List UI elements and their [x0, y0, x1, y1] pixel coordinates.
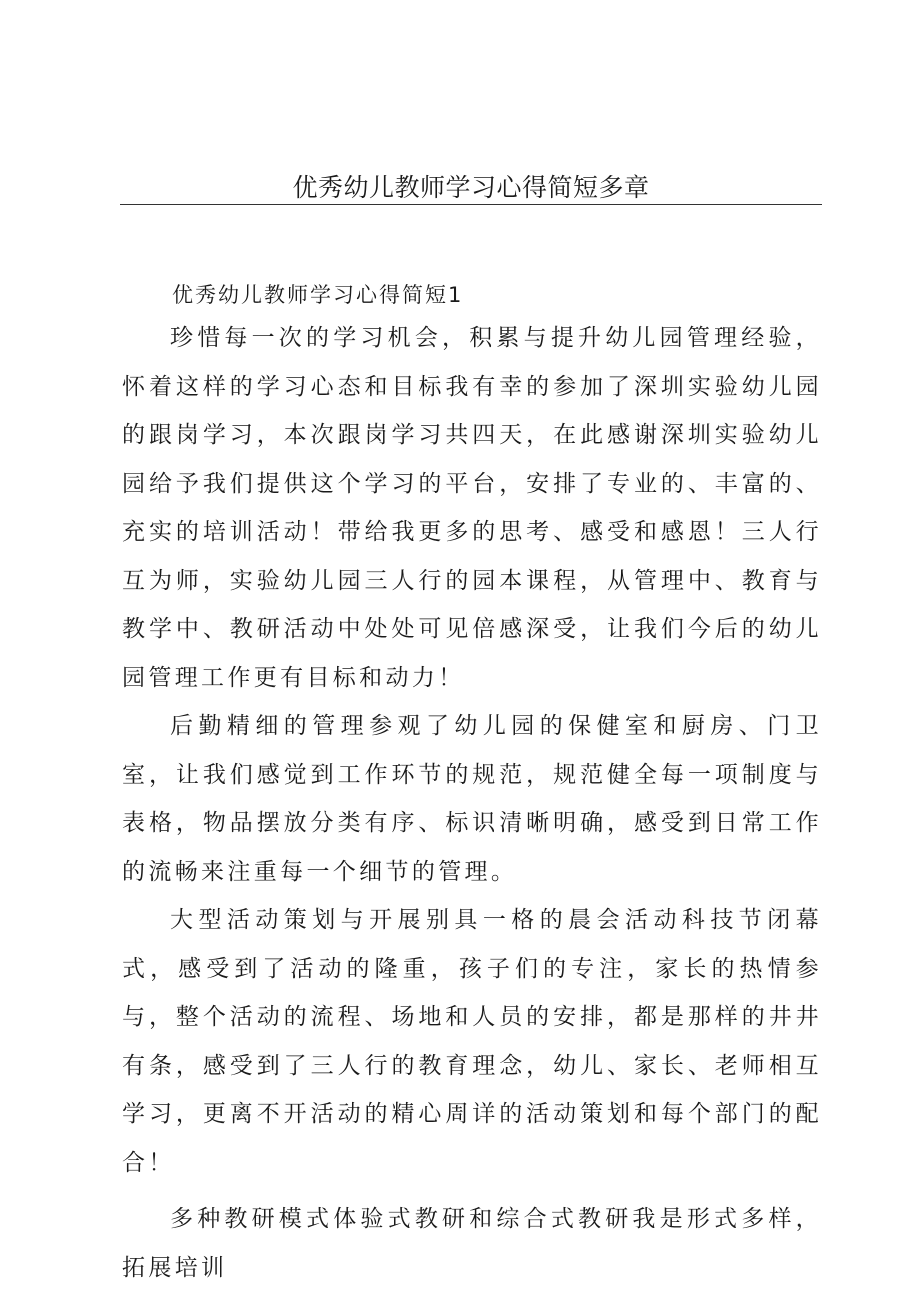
document-title: 优秀幼儿教师学习心得简短多章 [292, 173, 650, 202]
title-underline [120, 204, 822, 205]
document-body [122, 277, 822, 1292]
section-heading: 优秀幼儿教师学习心得简短1 [172, 283, 464, 307]
paragraph-4: 多种教研模式体验式教研和综合式教研我是形式多样，拓展培训 [122, 1206, 822, 1281]
paragraph-1: 珍惜每一次的学习机会，积累与提升幼儿园管理经验，怀着这样的学习心态和目标我有幸的参加了深圳实验幼儿园的跟岗学习，本次跟岗学习共四天，在此感谢深圳实验幼儿园给予我们提供这个学习的平台，安排了专业的、丰富的、充实的培训活动！带给我更多的思考、感受和感恩！三人行互为师，实验幼儿园三人行的园本课程，从管理中、教育与教学中、教研活动中处处可见倍感深受，让我们今后的幼儿园管理工作更有目标和动力！ [122, 325, 822, 691]
paragraph-2: 后勤精细的管理参观了幼儿园的保健室和厨房、门卫室，让我们感觉到工作环节的规范，规范健全每一项制度与表格，物品摆放分类有序、标识清晰明确，感受到日常工作的流畅来注重每一个细节的管理。 [122, 713, 822, 885]
paragraph-3: 大型活动策划与开展别具一格的晨会活动科技节闭幕式，感受到了活动的隆重，孩子们的专注，家长的热情参与，整个活动的流程、场地和人员的安排，都是那样的井井有条，感受到了三人行的教育理念，幼儿、家长、老师相互学习，更离不开活动的精心周详的活动策划和每个部门的配合！ [122, 907, 822, 1176]
